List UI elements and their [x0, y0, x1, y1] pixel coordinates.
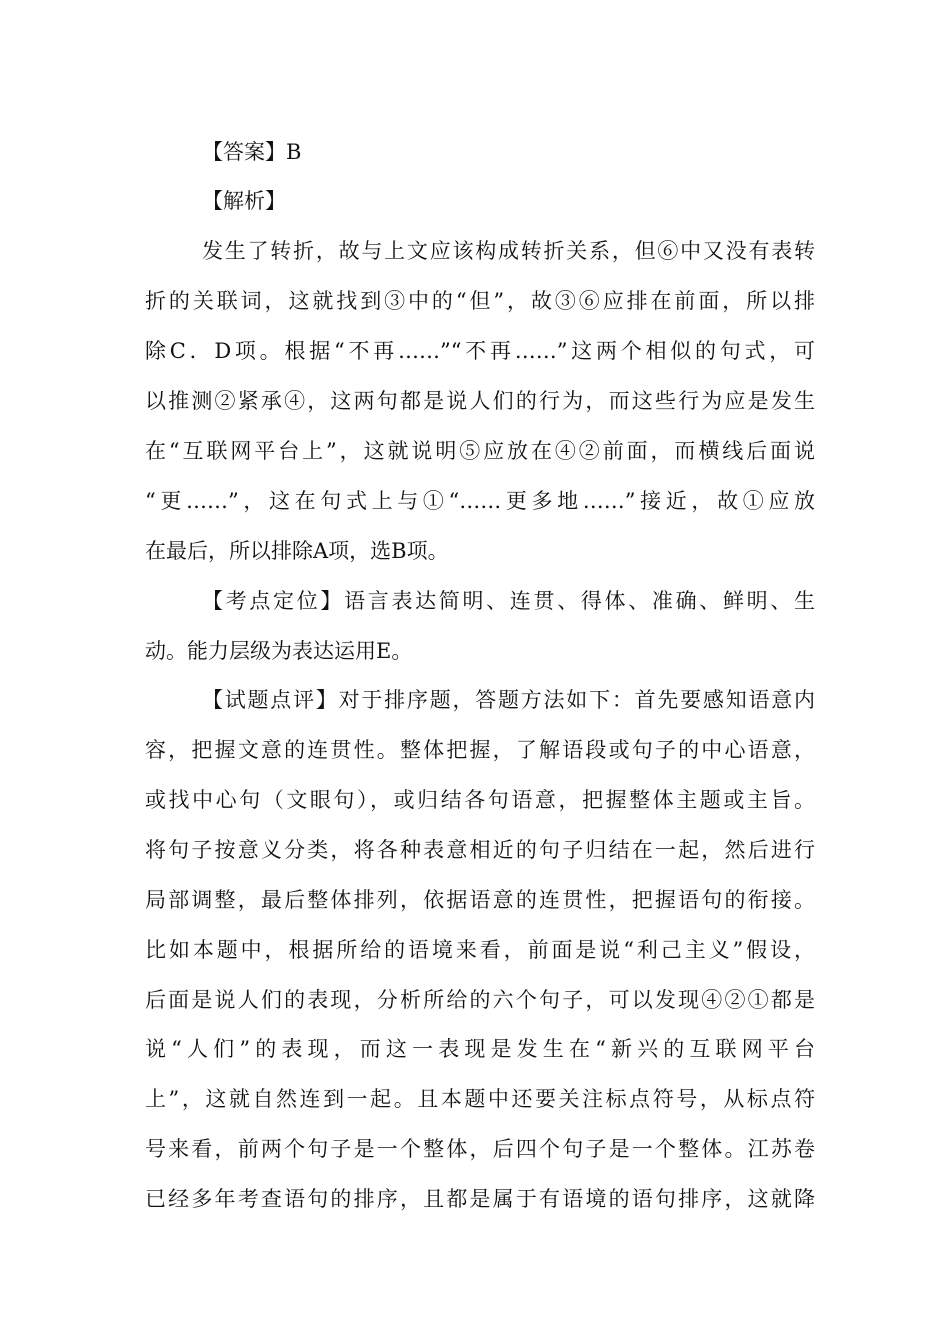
dianping-line: 号来看，前两个句子是一个整体，后四个句子是一个整体。江苏卷 — [145, 1137, 815, 1161]
analysis-line: 除C．D项。根据“不再……”“不再……”这两个相似的句式，可 — [145, 339, 815, 363]
dianping-line: 容，把握文意的连贯性。整体把握，了解语段或句子的中心语意， — [145, 738, 815, 762]
dianping-line: 局部调整，最后整体排列，依据语意的连贯性，把握语句的衔接。 — [145, 888, 815, 912]
dianping-line: 将句子按意义分类，将各种表意相近的句子归结在一起，然后进行 — [145, 838, 815, 862]
dianping-line: 后面是说人们的表现，分析所给的六个句子，可以发现④②①都是 — [145, 988, 815, 1012]
dianping-line: 【试题点评】对于排序题，答题方法如下：首先要感知语意内 — [202, 688, 815, 712]
dianping-line: 比如本题中，根据所给的语境来看，前面是说“利己主义”假设， — [145, 938, 815, 962]
dianping-line: 或找中心句（文眼句），或归结各句语意，把握整体主题或主旨。 — [145, 788, 815, 812]
dianping-line: 说“人们”的表现，而这一表现是发生在“新兴的互联网平台 — [145, 1037, 815, 1061]
dianping-line: 上”，这就自然连到一起。且本题中还要关注标点符号，从标点符 — [145, 1087, 815, 1111]
analysis-line: 发生了转折，故与上文应该构成转折关系，但⑥中又没有表转 — [202, 239, 815, 263]
analysis-line: “更……”，这在句式上与①“……更多地……”接近，故①应放 — [145, 489, 815, 513]
analysis-line: 在最后，所以排除A项，选B项。 — [145, 539, 449, 563]
answer-line: 【答案】B — [202, 140, 302, 164]
dianping-line: 已经多年考查语句的排序，且都是属于有语境的语句排序，这就降 — [145, 1187, 815, 1211]
kaodian-line: 【考点定位】语言表达简明、连贯、得体、准确、鲜明、生 — [202, 589, 815, 613]
analysis-heading: 【解析】 — [202, 189, 286, 213]
analysis-line: 折的关联词，这就找到③中的“但”，故③⑥应排在前面，所以排 — [145, 289, 815, 313]
kaodian-line: 动。能力层级为表达运用E。 — [145, 639, 413, 663]
analysis-line: 在“互联网平台上”，这就说明⑤应放在④②前面，而横线后面说 — [145, 439, 815, 463]
analysis-line: 以推测②紧承④，这两句都是说人们的行为，而这些行为应是发生 — [145, 389, 815, 413]
